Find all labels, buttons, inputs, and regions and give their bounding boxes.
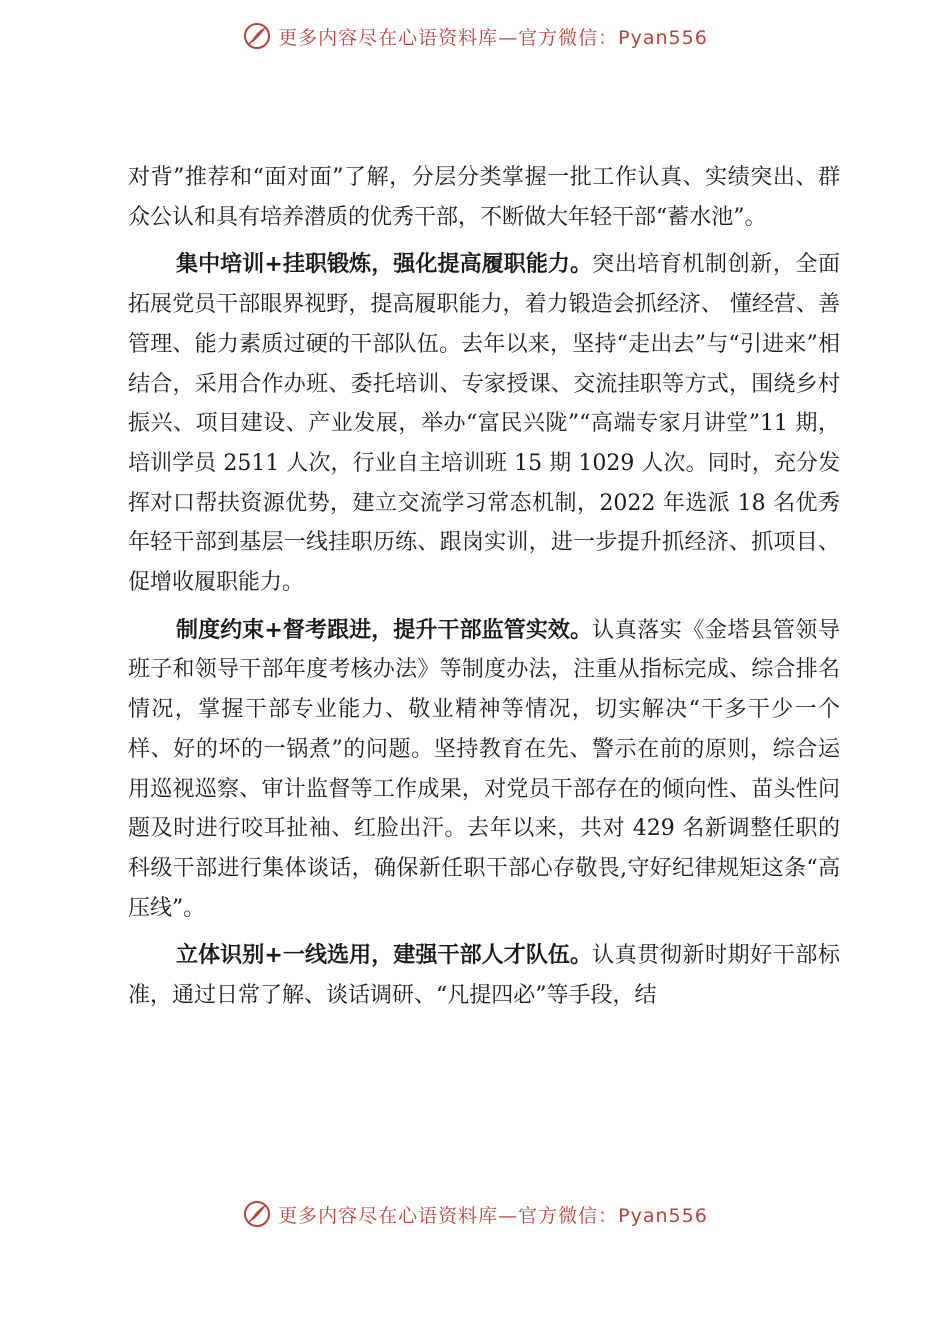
watermark-text: 更多内容尽在心语资料库—官方微信：Pyan556 (278, 26, 708, 49)
paragraph-heading: 立体识别+一线选用，建强干部人才队伍。 (176, 943, 593, 969)
header-watermark (0, 16, 950, 56)
paragraph-heading: 集中培训+挂职锻炼，强化提高履职能力。 (176, 252, 593, 278)
watermark-text: 更多内容尽在心语资料库—官方微信：Pyan556 (278, 1204, 708, 1227)
paragraph-supervision (128, 611, 840, 929)
document-body (128, 158, 840, 1024)
paragraph-selection (128, 936, 840, 1015)
paragraph-heading: 制度约束+督考跟进，提升干部监管实效。 (176, 617, 593, 643)
paragraph-text: 认真落实《金塔县管领导班子和领导干部年度考核办法》等制度办法，注重从指标完成、综合排名情况，掌握干部专业能力、敬业精神等情况，切实解决“干多干少一个样、好的坏的一锅煮”的问题。坚持教育在先、警示在前的原则，综合运用巡视巡察、审计监督等工作成果，对党员干部存在的倾向性、苗头性问题及时进行咬耳扯袖、红脸出汗。去年以来，共对 429 名新调整任职的科级干部进行集体谈话，确保新任职干部心存敬畏,守好纪律规矩这条“高压线”。 (128, 617, 840, 921)
quill-logo-icon (242, 1199, 272, 1229)
footer-watermark (0, 1194, 950, 1234)
paragraph-text: 突出培育机制创新，全面拓展党员干部眼界视野，提高履职能力，着力锻造会抓经济、 懂经营、善管理、能力素质过硬的干部队伍。去年以来，坚持“走出去”与“引进来”相结合，采用合作办班、委托培训、专家授课、交流挂职等方式，围绕乡村振兴、项目建设、产业发展，举办“富民兴陇”“高端专家月讲堂”11 期，培训学员 2511 人次，行业自主培训班 15 期 1029 人次。同时，充分发挥对口帮扶资源优势，建立交流学习常态机制，2022 年选派 18 名优秀年轻干部到基层一线挂职历练、跟岗实训，进一步提升抓经济、抓项目、促增收履职能力。 (128, 252, 840, 596)
paragraph-text: 对背”推荐和“面对面”了解，分层分类掌握一批工作认真、实绩突出、群众公认和具有培养潜质的优秀干部，不断做大年轻干部“蓄水池”。 (128, 165, 840, 230)
paragraph-text: 认真贯彻新时期好干部标准，通过日常了解、谈话调研、“凡提四必”等手段，结 (128, 943, 840, 1009)
quill-logo-icon (242, 21, 272, 51)
paragraph-continuation (128, 158, 840, 237)
paragraph-training (128, 245, 840, 602)
